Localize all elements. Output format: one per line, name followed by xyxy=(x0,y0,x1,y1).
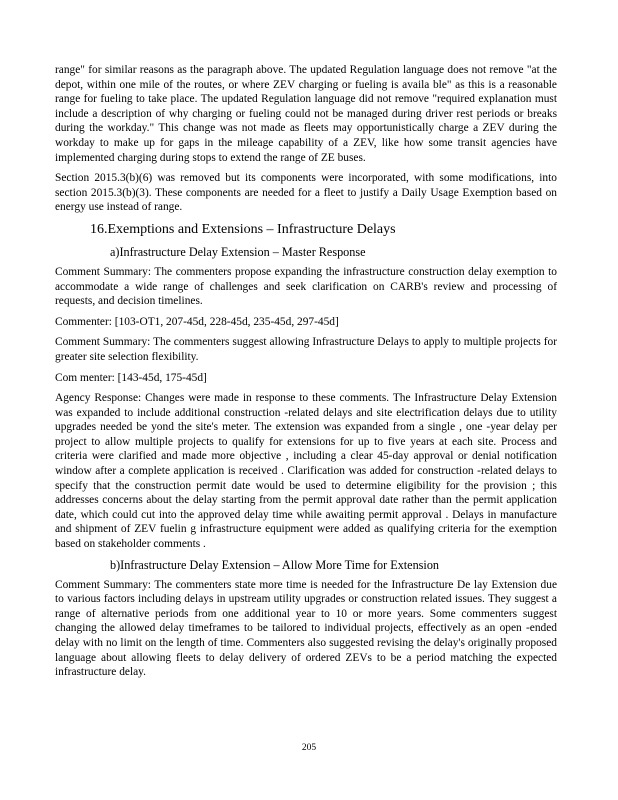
subsection-heading-master-response: a)Infrastructure Delay Extension – Master Response xyxy=(110,244,366,259)
commenter-list-2: Com menter: [143-45d, 175-45d] xyxy=(55,371,207,384)
page-content xyxy=(55,63,557,686)
comment-summary-multiple-projects: Comment Summary: The commenters suggest allowing Infrastructure Delays to apply to multiple projects for greater site selection flexibility. xyxy=(55,336,557,363)
agency-response: Agency Response: Changes were made in response to these comments. The Infrastructure Delay Extension was expanded to include additional construction -related delays and site electrification delays due to utility upgrades needed be yond the site's meter. The extension was expanded from a single , one -year delay per project to allow multiple projects to qualify for extensions for up to five years at each site. Process and criteria were clarified and made more objective , including a clear 45-day approval or denial notification window after a complete application is received . Clarification was added for construction -related delays to specify that the construction permit date would be used to determine eligibility for the provision ; this addresses concerns about the delay starting from the permit approval date rather than the permit application date, which could cut into the approved delay time while awaiting permit approval . Delays in manufacture and shipment of ZEV fuelin g infrastructure equipment were added as qualifying criteria for the exemption based on stakeholder comments . xyxy=(55,392,557,551)
commenter-list-1: Commenter: [103-OT1, 207-45d, 228-45d, 235-45d, 297-45d] xyxy=(55,315,339,328)
section-heading-infrastructure-delays: 16.Exemptions and Extensions – Infrastructure Delays xyxy=(90,221,396,237)
paragraph-range-fueling: range" for similar reasons as the paragraph above. The updated Regulation language does not remove "at the depot, within one mile of the routes, or where ZEV charging or fueling is availa ble" as this is a reasonable range for fueling to take place. The updated Regulation language did not remove "required explanation must include a description of why charging or fueling could not be managed during driver rest periods or breaks during the workday." This change was not made as fleets may opportunistically charge a ZEV during the workday to make up for gaps in the mileage capability of a ZEV, like how some transit agencies have implemented charging during stops to extend the range of ZE buses. xyxy=(55,64,557,164)
page-number: 205 xyxy=(301,743,317,753)
paragraph-section-2015-3: Section 2015.3(b)(6) was removed but its components were incorporated, with some modifications, into section 2015.3(b)(3). These components are needed for a fleet to justify a Daily Usage Exemption based on energy use instead of range. xyxy=(55,172,557,214)
comment-summary-expand-exemption: Comment Summary: The commenters propose expanding the infrastructure construction delay exemption to accommodate a wide range of challenges and seek clarification on CARB's review and processing of requests, and decision timelines. xyxy=(55,265,557,308)
subsection-heading-more-time: b)Infrastructure Delay Extension – Allow More Time for Extension xyxy=(110,557,440,572)
comment-summary-more-time: Comment Summary: The commenters state more time is needed for the Infrastructure De lay Extension due to various factors including delays in upstream utility upgrades or construction related issues. They suggest a range of alternative periods from one additional year to 10 or more years. Some commenters suggest changing the allowed delay timeframes to be tailored to individual projects, effectively as an open -ended delay with no limit on the length of time. Commenters also suggested revising the delay's originally proposed language about allowing fleets to delay delivery of ordered ZEVs to be a period matching the expected infrastructure delay. xyxy=(55,578,557,679)
